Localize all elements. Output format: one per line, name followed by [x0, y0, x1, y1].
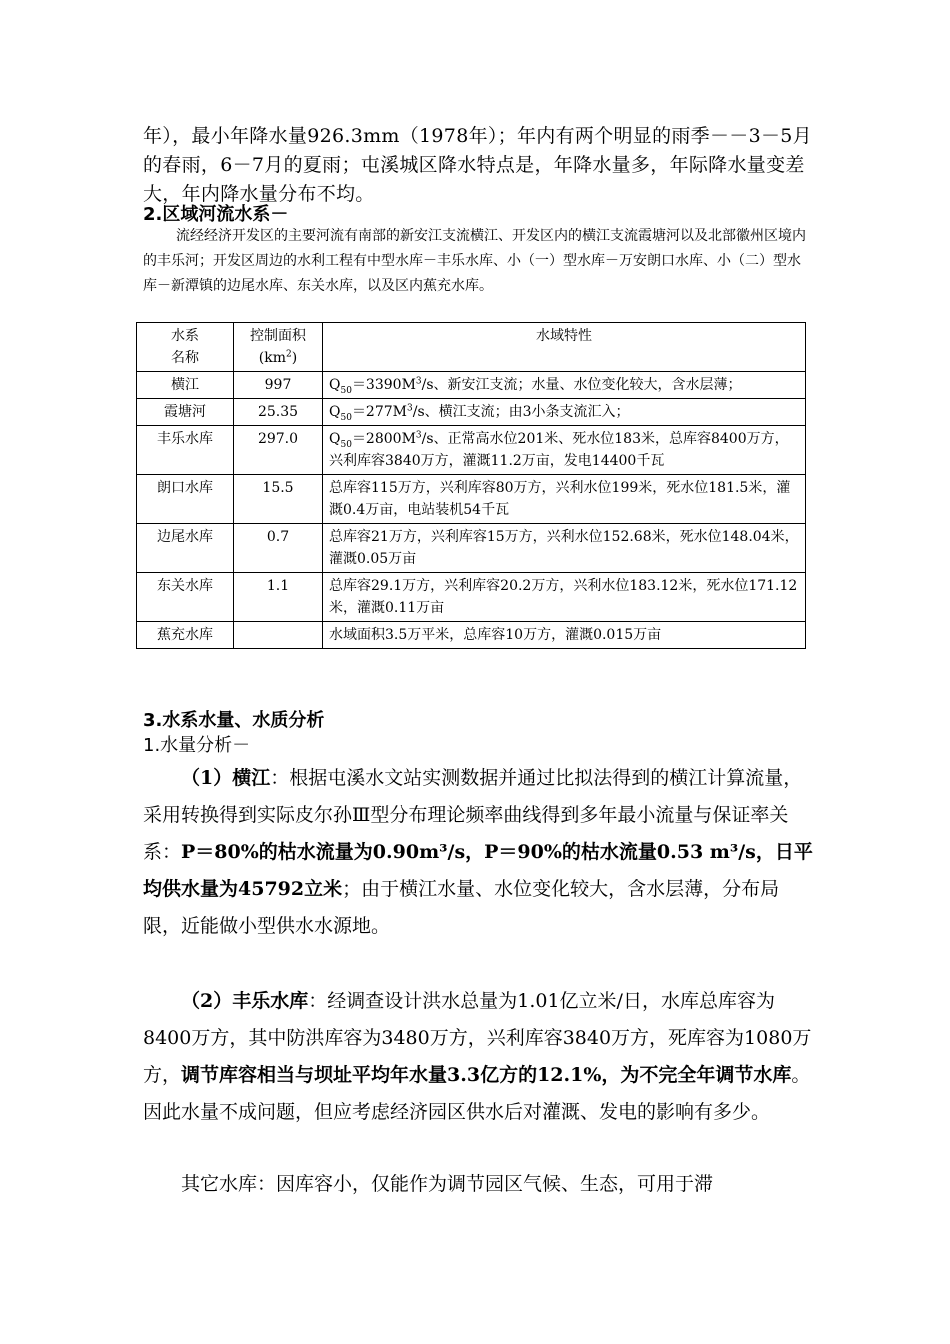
table-row: 横江 997 $Q_{50}=3390M^3/s$、新安江支流；水量、水位变化较大，含水层薄；	[137, 372, 806, 399]
section-3-subheading: 1.水量分析－	[143, 735, 251, 756]
table-row: 朗口水库 15.5 总库容115万方，兴利库容80万方，兴利水位199米，死水位181.5米，灌溉0.4万亩，电站装机54千瓦	[137, 475, 806, 524]
table-row: 蕉充水库 水域面积3.5万平米，总库容10万方，灌溉0.015万亩	[137, 622, 806, 649]
table-row: 东关水库 1.1 总库容29.1万方，兴利库容20.2万方，兴利水位183.12米，死水位171.12米，灌溉0.11万亩	[137, 573, 806, 622]
intro-paragraph: 年），最小年降水量926.3mm（1978年）；年内有两个明显的雨季－－3－5月的春雨，6－7月的夏雨；屯溪城区降水特点是，年降水量多，年际降水量变差大，年内降水量分布不均。	[143, 125, 812, 205]
header-name: 水系 名称	[137, 323, 234, 372]
water-system-table	[136, 322, 806, 649]
header-feature: 水域特性	[323, 323, 806, 372]
table-header-row	[137, 323, 806, 372]
table-row: 边尾水库 0.7 总库容21万方，兴利库容15万方，兴利水位152.68米，死水位148.04米，灌溉0.05万亩	[137, 524, 806, 573]
section-2-heading: 2.区域河流水系－	[143, 204, 289, 225]
table-row: 霞塘河 25.35 $Q_{50}=277M^3/s$、横江支流；由3小条支流汇入；	[137, 399, 806, 426]
section-2-paragraph: 流经经济开发区的主要河流有南部的新安江支流横江、开发区内的横江支流霞塘河以及北部徽州区境内的丰乐河；开发区周边的水利工程有中型水库－丰乐水库、小（一）型水库－万安朗口水库、小（二）型水库－新潭镇的边尾水库、东关水库，以及区内蕉充水库。	[143, 228, 806, 294]
hengjiang-paragraph: （1）横江：根据屯溪水文站实测数据并通过比拟法得到的横江计算流量，采用转换得到实际皮尔孙Ⅲ型分布理论频率曲线得到多年最小流量与保证率关系：P＝80%的枯水流量为0.90m³/s，P＝90%的枯水流量0.53 m³/s，日平均供水量为45792立米；由于横江水量、水位变化较大，含水层薄，分布局限，近能做小型供水水源地。	[143, 767, 813, 937]
other-reservoirs-paragraph: 其它水库：因库容小，仅能作为调节园区气候、生态，可用于滞	[181, 1173, 714, 1195]
section-3-heading: 3.水系水量、水质分析	[143, 710, 325, 731]
table-row: 丰乐水库 297.0 $Q_{50}=2800M^3/s$、正常高水位201米、死水位183米，总库容8400万方，兴利库容3840万方，灌溉11.2万亩，发电14400千瓦	[137, 426, 806, 475]
header-area: 控制面积 $(km^2)$	[234, 323, 323, 372]
fengle-paragraph: （2）丰乐水库：经调查设计洪水总量为1.01亿立米/日，水库总库容为8400万方，其中防洪库容为3480万方，兴利库容3840万方，死库容为1080万方，调节库容相当与坝址平均年水量3.3亿方的12.1%，为不完全年调节水库。因此水量不成问题，但应考虑经济园区供水后对灌溉、发电的影响有多少。	[143, 990, 812, 1123]
